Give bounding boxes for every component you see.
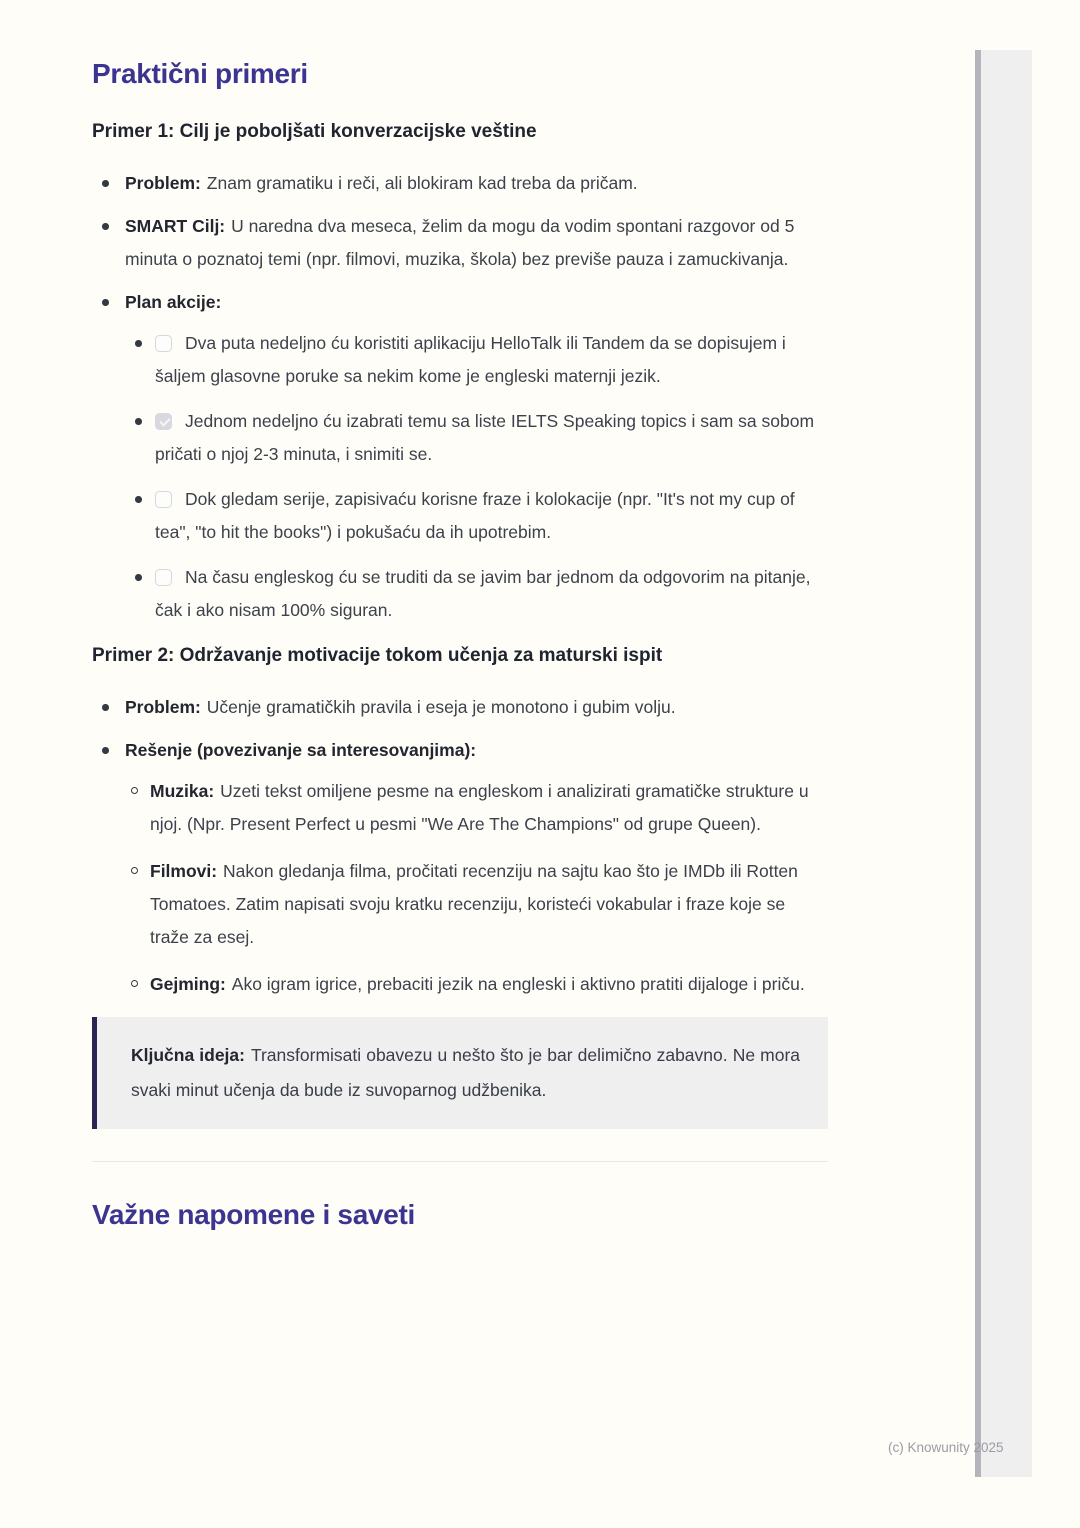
bullet-icon xyxy=(135,574,142,581)
list-item xyxy=(150,855,828,954)
bullet-text: Učenje gramatičkih pravila i eseja je monotono i gubim volju. xyxy=(206,697,676,717)
key-idea-callout xyxy=(92,1017,828,1129)
checklist-text: Na času engleskog ću se truditi da se javim bar jednom da odgovorim na pitanje, čak i ako nisam 100% siguran. xyxy=(155,567,811,620)
bullet-label: Problem: xyxy=(125,697,201,717)
section-title-vazne-napomene: Važne napomene i saveti xyxy=(92,1199,416,1230)
callout-label: Ključna ideja: xyxy=(131,1045,245,1065)
bullet-icon xyxy=(102,299,109,306)
primer2-bullet-list xyxy=(92,691,828,1001)
section-divider xyxy=(92,1161,828,1162)
section-title-prakticni-primeri: Praktični primeri xyxy=(92,58,308,89)
bullet-label: Gejming: xyxy=(150,974,226,994)
list-item xyxy=(92,691,828,724)
circle-bullet-icon xyxy=(131,980,138,987)
checklist-text: Dok gledam serije, zapisivaću korisne fraze i kolokacije (npr. "It's not my cup of tea", "to hit the books") i pokušaću da ih upotrebim. xyxy=(155,489,795,542)
list-item xyxy=(92,210,828,276)
list-item xyxy=(150,775,828,841)
bullet-text: U naredna dva meseca, želim da mogu da vodim spontani razgovor od 5 minuta o poznatoj temi (npr. filmovi, muzika, škola) bez previše pauza i zamuckivanja. xyxy=(125,216,795,269)
bullet-label: Plan akcije: xyxy=(125,292,222,312)
bullet-icon xyxy=(135,496,142,503)
bullet-icon xyxy=(102,747,109,754)
bullet-text: Nakon gledanja filma, pročitati recenziju na sajtu kao što je IMDb ili Rotten Tomatoes. Zatim napisati svoju kratku recenziju, koristeći vokabular i fraze koje se traže za esej. xyxy=(150,861,798,947)
circle-bullet-icon xyxy=(131,787,138,794)
bullet-label: Problem: xyxy=(125,173,201,193)
checkbox[interactable] xyxy=(155,491,172,508)
list-item xyxy=(92,167,828,200)
bullet-icon xyxy=(135,418,142,425)
copyright-watermark: (c) Knowunity 2025 xyxy=(888,1440,1004,1455)
scrollbar-track[interactable] xyxy=(981,50,1032,1477)
primer1-bullet-list xyxy=(92,167,828,627)
list-item xyxy=(150,968,828,1001)
bullet-text: Znam gramatiku i reči, ali blokiram kad treba da pričam. xyxy=(206,173,638,193)
circle-bullet-icon xyxy=(131,867,138,874)
checklist-text: Jednom nedeljno ću izabrati temu sa liste IELTS Speaking topics i sam sa sobom pričati o njoj 2-3 minuta, i snimiti se. xyxy=(155,411,815,464)
checklist-item xyxy=(155,405,828,471)
list-item xyxy=(92,286,828,627)
bullet-label: Muzika: xyxy=(150,781,215,801)
subheading-primer-1: Primer 1: Cilj je poboljšati konverzacijske veštine xyxy=(92,121,537,142)
bullet-icon xyxy=(135,340,142,347)
callout-text: Transformisati obavezu u nešto što je bar delimično zabavno. Ne mora svaki minut učenja da bude iz suvoparnog udžbenika. xyxy=(131,1045,801,1100)
bullet-icon xyxy=(102,180,109,187)
bullet-text: Ako igram igrice, prebaciti jezik na engleski i aktivno pratiti dijaloge i priču. xyxy=(231,974,805,994)
action-plan-checklist xyxy=(155,327,828,627)
bullet-label: Rešenje (povezivanje sa interesovanjima): xyxy=(125,740,477,760)
checklist-text: Dva puta nedeljno ću koristiti aplikaciju HelloTalk ili Tandem da se dopisujem i šaljem glasovne poruke sa nekim kome je engleski maternji jezik. xyxy=(155,333,786,386)
checklist-item xyxy=(155,483,828,549)
scrollbar-thumb[interactable] xyxy=(975,50,981,1477)
checkbox[interactable] xyxy=(155,569,172,586)
checklist-item xyxy=(155,561,828,627)
bullet-label: SMART Cilj: xyxy=(125,216,226,236)
checkbox[interactable] xyxy=(155,335,172,352)
document-content xyxy=(92,57,828,1232)
checkbox-checked[interactable] xyxy=(155,413,172,430)
bullet-icon xyxy=(102,223,109,230)
bullet-icon xyxy=(102,704,109,711)
bullet-label: Filmovi: xyxy=(150,861,218,881)
checklist-item xyxy=(155,327,828,393)
interests-sublist xyxy=(150,775,828,1001)
bullet-text: Uzeti tekst omiljene pesme na engleskom i analizirati gramatičke strukture u njoj. (Npr. Present Perfect u pesmi "We Are The Champions" od grupe Queen). xyxy=(150,781,809,834)
subheading-primer-2: Primer 2: Održavanje motivacije tokom učenja za maturski ispit xyxy=(92,645,663,666)
list-item xyxy=(92,734,828,1001)
